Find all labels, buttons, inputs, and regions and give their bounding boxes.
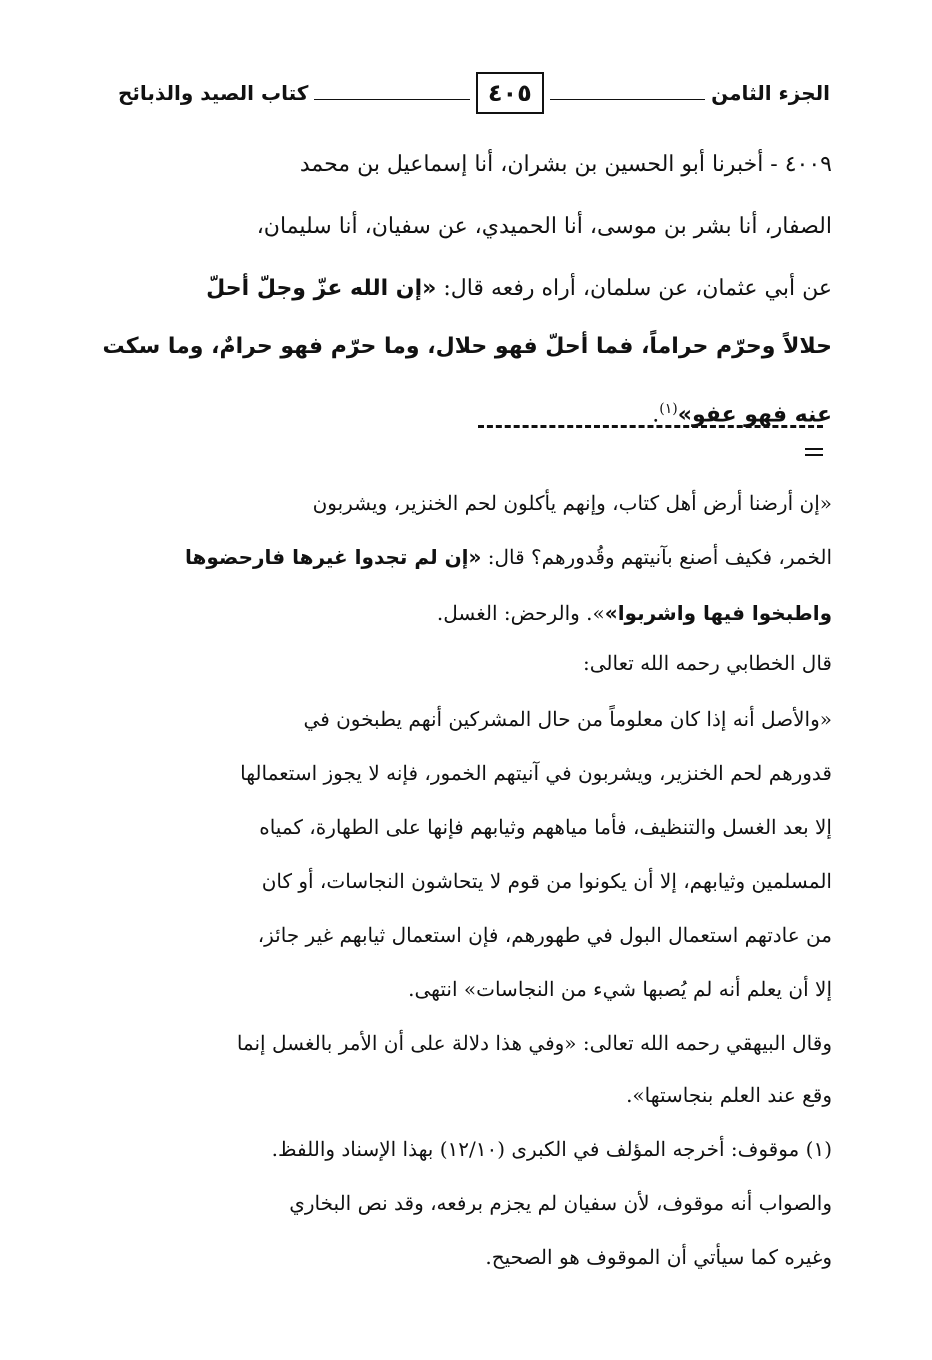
- commentary-plain: ». والرحض: الغسل.: [436, 601, 605, 625]
- chapter-label: كتاب الصيد والذبائح: [117, 81, 309, 105]
- commentary-line: إلا أن يعلم أنه لم يُصبها شيء من النجاسات» انتهى.: [408, 977, 832, 1001]
- header-rule-left: [314, 99, 469, 100]
- footnote-marker: (١): [659, 401, 678, 417]
- commentary-plain: الخمر، فكيف أصنع بآنيتهم وقُدورهم؟ قال:: [481, 545, 832, 569]
- commentary-bold: «إن لم تجدوا غيرها فارحضوها: [184, 545, 482, 569]
- commentary-bold: واطبخوا فيها واشربوا»: [604, 601, 832, 625]
- commentary-line: «والأصل أنه إذا كان معلوماً من حال المشركين أنهم يطبخون في: [303, 707, 832, 731]
- commentary-line: [185, 542, 832, 572]
- commentary-line: وقع عند العلم بنجاستها».: [626, 1083, 832, 1107]
- hadith-chain: عن أبي عثمان، عن سلمان، أراه رفعه قال:: [436, 276, 832, 301]
- hadith-matn-end: عنه فهو عفو»: [677, 402, 832, 428]
- hadith-line: الصفار، أنا بشر بن موسى، أنا الحميدي، عن سفيان، أنا سليمان،: [256, 214, 832, 239]
- volume-label: الجزء الثامن: [711, 81, 830, 105]
- footnote-line: (١) موقوف: أخرجه المؤلف في الكبرى (١٢/١٠) بهذا الإسناد واللفظ.: [271, 1137, 832, 1161]
- footnote-line: وغيره كما سيأتي أن الموقوف هو الصحيح.: [485, 1245, 832, 1269]
- hadith-matn: «إن الله عزّ وجلّ أحلّ: [206, 276, 437, 301]
- commentary-line: إلا بعد الغسل والتنظيف، فأما مياههم وثيابهم فإنها على الطهارة، كمياه: [259, 815, 832, 839]
- commentary-line: وقال البيهقي رحمه الله تعالى: «وفي هذا دلالة على أن الأمر بالغسل إنما: [236, 1031, 832, 1055]
- commentary-line: المسلمين وثيابهم، إلا أن يكونوا من قوم لا يتحاشون النجاسات، أو كان: [261, 869, 832, 893]
- hadith-line: ٤٠٠٩ - أخبرنا أبو الحسين بن بشران، أنا إسماعيل بن محمد: [299, 152, 832, 177]
- commentary-line: من عادتهم استعمال البول في طهورهم، فإن استعمال ثيابهم غير جائز،: [257, 923, 832, 947]
- commentary-line: قدورهم لحم الخنزير، ويشربون في آنيتهم الخمور، فإنه لا يجوز استعمالها: [240, 761, 832, 785]
- footnotes: [120, 1134, 832, 1294]
- commentary-bayhaqi: [120, 1028, 832, 1148]
- commentary-text: [120, 488, 832, 1048]
- page-number: ٤٠٥: [476, 72, 544, 114]
- commentary-line: «إن أرضنا أرض أهل كتاب، وإنهم يأكلون لحم الخنزير، ويشربون: [312, 491, 832, 515]
- header-rule-right: [550, 99, 705, 100]
- running-header: [118, 70, 830, 116]
- footnote-line: والصواب أنه موقوف، لأن سفيان لم يجزم برفعه، وقد نص البخاري: [289, 1191, 832, 1215]
- commentary-line: قال الخطابي رحمه الله تعالى:: [582, 651, 832, 675]
- hadith-text: [102, 150, 832, 450]
- hadith-matn-line: حلالاً وحرّم حراماً، فما أحلّ فهو حلال، وما حرّم فهو حرامٌ، وما سكت: [102, 334, 832, 359]
- section-separator: [478, 425, 823, 428]
- hadith-period: .: [652, 402, 660, 428]
- separator-equals-mark: [805, 448, 823, 460]
- commentary-line: [437, 598, 832, 628]
- hadith-line: [206, 274, 832, 304]
